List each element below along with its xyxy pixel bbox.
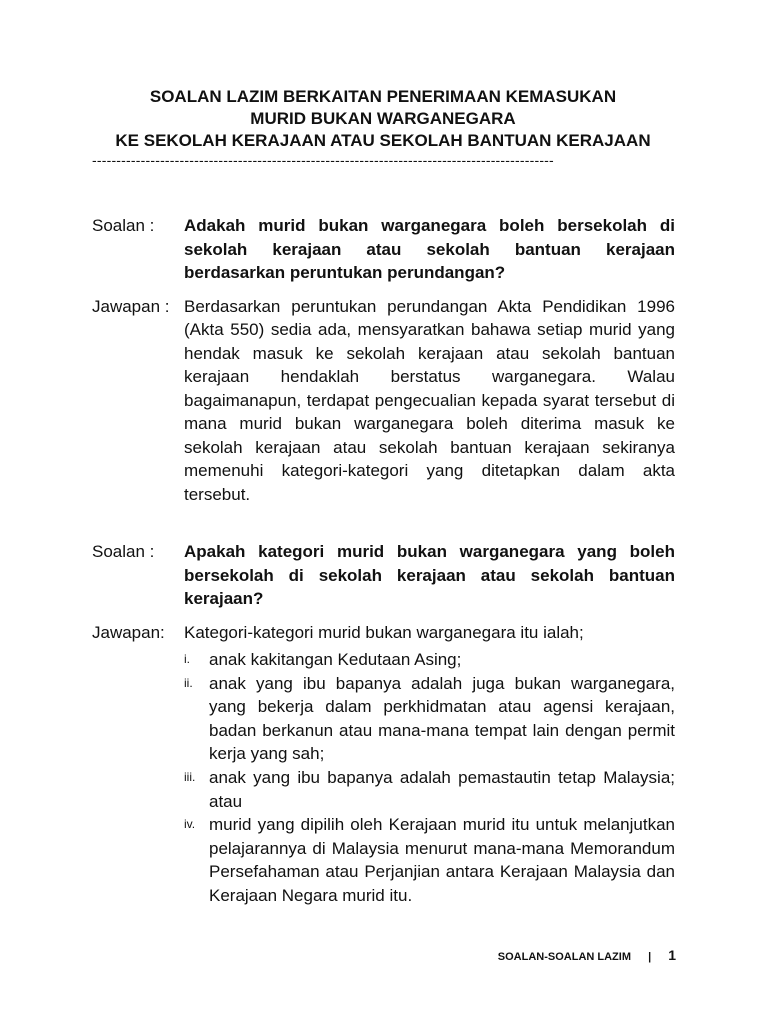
title-divider: ----------------------------------------------------------------------------------------------- [92, 152, 554, 168]
list-item-text: anak yang ibu bapanya adalah pemastautin tetap Malaysia; atau [209, 767, 675, 811]
qa-block-1 [92, 214, 675, 506]
title-line-2: MURID BUKAN WARGANEGARA [250, 109, 516, 128]
title-line-1: SOALAN LAZIM BERKAITAN PENERIMAAN KEMASUKAN [149, 87, 617, 106]
list-item-number: ii. [184, 675, 193, 690]
title-line-3: KE SEKOLAH KERAJAAN ATAU SEKOLAH BANTUAN KERAJAAN [115, 131, 651, 150]
list-item [184, 766, 675, 813]
list-item-text: anak yang ibu bapanya adalah juga bukan warganegara, yang bekerja dalam perkhidmatan atau agensi kerajaan, badan berkanun atau mana-mana tempat lain dengan permit kerja yang sah; [209, 673, 675, 764]
list-item-text: murid yang dipilih oleh Kerajaan murid itu untuk melanjutkan pelajarannya di Malaysia menurut mana-mana Memorandum Persefahaman atau Perjanjian antara Kerajaan Malaysia dan Kerajaan Negara murid itu. [209, 815, 675, 905]
question-label-2: Soalan : [92, 542, 155, 561]
answer-label-1: Jawapan : [92, 296, 170, 316]
list-item-number: iii. [184, 769, 196, 784]
answer-row-2 [92, 621, 675, 645]
footer-label: SOALAN-SOALAN LAZIM [497, 951, 631, 963]
answer-label-2: Jawapan: [92, 622, 165, 642]
question-text-2: Apakah kategori murid bukan warganegara yang boleh bersekolah di sekolah kerajaan atau sekolah bantuan kerajaan? [184, 542, 675, 608]
question-label-1: Soalan : [92, 216, 155, 235]
question-row-2 [92, 540, 675, 611]
answer-row-1 [92, 295, 675, 507]
list-item [184, 813, 675, 907]
page-footer [498, 946, 676, 966]
list-item-text: anak kakitangan Kedutaan Asing; [209, 650, 462, 669]
document-title [88, 86, 678, 152]
question-row-1 [92, 214, 675, 285]
category-list [184, 648, 675, 908]
footer-separator: | [648, 951, 652, 963]
list-item-number: i. [184, 652, 190, 666]
question-text-1: Adakah murid bukan warganegara boleh bersekolah di sekolah kerajaan atau sekolah bantuan kerajaan berdasarkan peruntukan perundangan? [184, 216, 675, 282]
list-item [184, 672, 675, 766]
page-number: 1 [668, 947, 676, 963]
qa-block-2 [92, 540, 675, 644]
list-item [184, 648, 675, 672]
answer-text-1: Berdasarkan peruntukan perundangan Akta Pendidikan 1996 (Akta 550) sedia ada, mensyaratkan bahawa setiap murid yang hendak masuk ke sekolah kerajaan atau sekolah bantuan kerajaan hendaklah berstatus warganegara. Walau bagaimanapun, terdapat pengecualian kepada syarat tersebut di mana murid bukan warganegara boleh diterima masuk ke sekolah kerajaan atau sekolah bantuan kerajaan sekiranya memenuhi kategori-kategori yang ditetapkan dalam akta tersebut. [184, 296, 675, 504]
list-item-number: iv. [184, 817, 196, 832]
answer-text-2: Kategori-kategori murid bukan warganegara itu ialah; [184, 622, 584, 642]
